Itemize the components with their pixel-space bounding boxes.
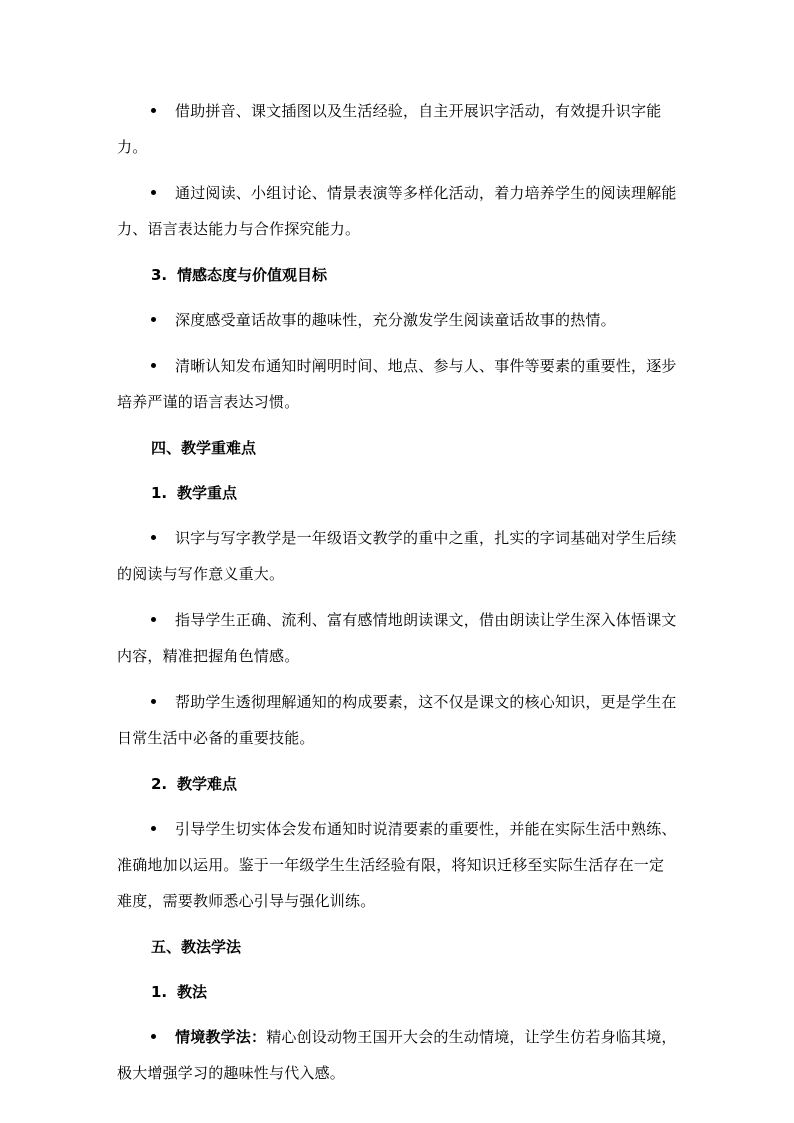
bullet-dot-icon	[151, 535, 156, 540]
section-heading	[117, 929, 677, 965]
bullet-dot-icon	[151, 108, 156, 113]
paragraph-bold-lead: 情境教学法：	[175, 1028, 267, 1046]
paragraph-text: 精心创设动物王国开大会的生动情境，让学生仿若身临其境，极大增强学习的趣味性与代入感。	[117, 1028, 677, 1082]
subheading-text: 教学难点	[177, 775, 238, 793]
bullet-dot-icon	[151, 699, 156, 704]
section-subheading	[117, 257, 677, 293]
paragraph-text: 通过阅读、小组讨论、情景表演等多样化活动，着力培养学生的阅读理解能力、语言表达能力与合作探究能力。	[117, 184, 677, 238]
heading-text: 四、教学重难点	[151, 439, 257, 457]
section-heading	[117, 430, 677, 466]
subheading-number: 3.	[151, 266, 168, 284]
subheading-number: 2.	[151, 775, 168, 793]
bullet-dot-icon	[151, 317, 156, 322]
paragraph-text: 清晰认知发布通知时阐明时间、地点、参与人、事件等要素的重要性，逐步培养严谨的语言表达习惯。	[117, 357, 677, 411]
subheading-number: 1.	[151, 484, 168, 502]
paragraph-text: 借助拼音、课文插图以及生活经验，自主开展识字活动，有效提升识字能力。	[117, 102, 662, 156]
bullet-paragraph	[117, 811, 677, 919]
bullet-dot-icon	[151, 617, 156, 622]
bullet-paragraph	[117, 93, 677, 165]
bullet-dot-icon	[151, 363, 156, 368]
subheading-number: 1.	[151, 983, 168, 1001]
paragraph-text: 识字与写字教学是一年级语文教学的重中之重，扎实的字词基础对学生后续的阅读与写作意义重大。	[117, 529, 677, 583]
bullet-paragraph	[117, 1019, 677, 1091]
bullet-dot-icon	[151, 190, 156, 195]
bullet-dot-icon	[151, 826, 156, 831]
subheading-text: 教学重点	[177, 484, 238, 502]
subheading-text: 教法	[177, 983, 208, 1001]
paragraph-text: 指导学生正确、流利、富有感情地朗读课文，借由朗读让学生深入体悟课文内容，精准把握角色情感。	[117, 611, 677, 665]
section-subheading	[117, 766, 677, 802]
paragraph-text: 帮助学生透彻理解通知的构成要素，这不仅是课文的核心知识，更是学生在日常生活中必备的重要技能。	[117, 693, 677, 747]
paragraph-text: 深度感受童话故事的趣味性，充分激发学生阅读童话故事的热情。	[175, 311, 616, 329]
bullet-paragraph	[117, 684, 677, 756]
bullet-paragraph	[117, 520, 677, 592]
section-subheading	[117, 475, 677, 511]
section-subheading	[117, 974, 677, 1010]
bullet-paragraph	[117, 302, 677, 338]
document-page	[117, 93, 677, 1101]
bullet-paragraph	[117, 348, 677, 420]
bullet-paragraph	[117, 175, 677, 247]
subheading-text: 情感态度与价值观目标	[177, 266, 328, 284]
paragraph-text: 引导学生切实体会发布通知时说清要素的重要性，并能在实际生活中熟练、准确地加以运用。鉴于一年级学生生活经验有限，将知识迁移至实际生活存在一定难度，需要教师悉心引导与强化训练。	[117, 820, 677, 910]
bullet-paragraph	[117, 602, 677, 674]
heading-text: 五、教法学法	[151, 938, 242, 956]
bullet-dot-icon	[151, 1034, 156, 1039]
